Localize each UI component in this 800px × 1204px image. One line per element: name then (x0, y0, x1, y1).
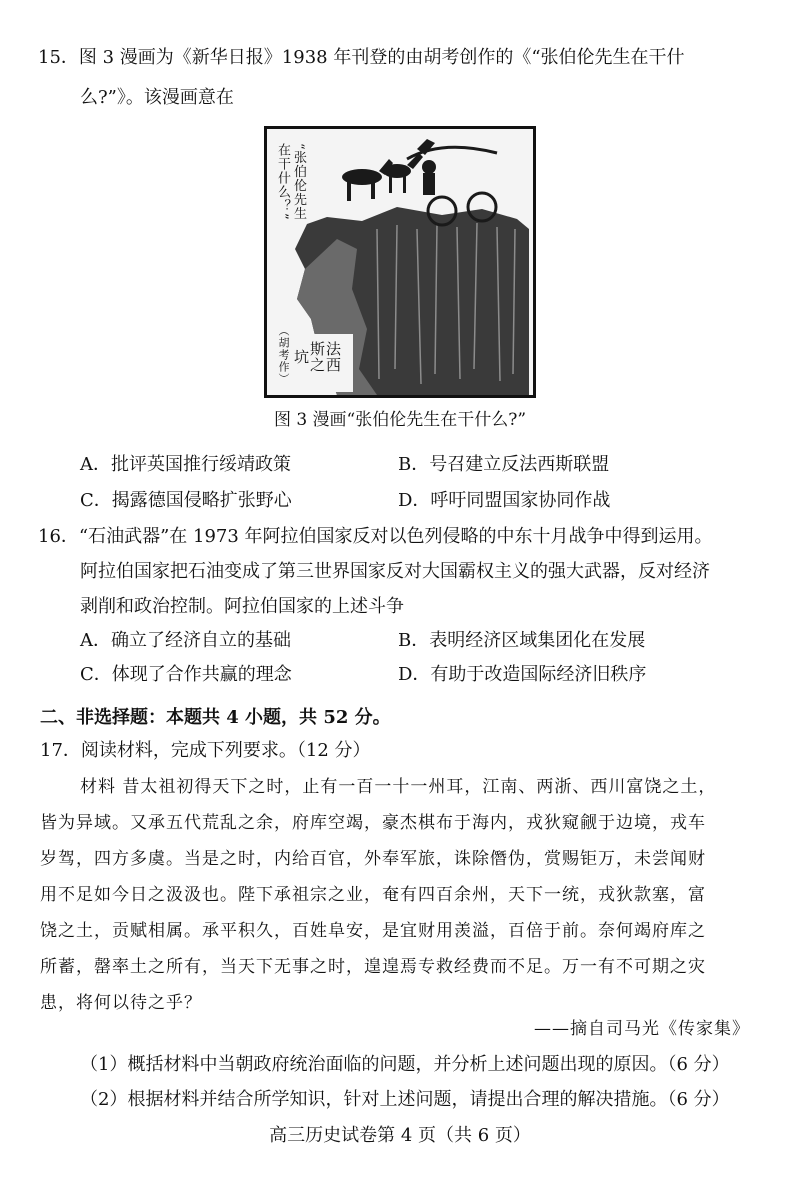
q16-stem-line1: 16．“石油武器”在 1973 年阿拉伯国家反对以色列侵略的中东十月战争中得到运用。 (38, 526, 713, 547)
q15-stem-line2: 么?”》。该漫画意在 (80, 87, 234, 108)
q17-material-line: 材料 昔太祖初得天下之时，止有一百一十一州耳，江南、两浙、西川富饶之土， (80, 777, 717, 797)
q15-option-d[interactable]: D．呼吁同盟国家协同作战 (398, 490, 611, 511)
q16-option-a[interactable]: A．确立了经济自立的基础 (80, 630, 291, 651)
q17-material-line: 患，将何以待之乎？ (40, 993, 202, 1013)
section2-heading: 二、非选择题：本题共 4 小题，共 52 分。 (40, 707, 391, 728)
cartoon-author: （胡考作） (277, 325, 290, 385)
q17-material-line: 用不足如今日之汲汲也。陛下承祖宗之业，奄有四百余州，天下一统，戎狄款塞，富 (40, 885, 706, 905)
q17-material-line: 岁驾，四方多虞。当是之时，内给百官，外奉军旅，诛除僭伪，赏赐钜万，未尝闻财 (40, 849, 706, 869)
q17-material-line: 所蓄，罄率土之所有，当天下无事之时，遑遑焉专救经费而不足。万一有不可期之灾 (40, 957, 706, 977)
pit-label-col2: 斯之 (308, 341, 326, 373)
q15-option-c[interactable]: C．揭露德国侵略扩张野心 (80, 490, 292, 511)
q16-stem-line3: 剥削和政治控制。阿拉伯国家的上述斗争 (80, 596, 404, 617)
q17-material-line: 皆为异域。又承五代荒乱之余，府库空竭，豪杰棋布于海内，戎狄窥觎于边境，戎车 (40, 813, 706, 833)
pit-label-col1: 法西 (324, 341, 342, 373)
q16-option-b[interactable]: B．表明经济区域集团化在发展 (398, 630, 646, 651)
cartoon-title-col1: “张伯伦先生 (291, 143, 306, 221)
q16-option-c[interactable]: C．体现了合作共赢的理念 (80, 664, 292, 685)
q17-stem: 17．阅读材料，完成下列要求。（12 分） (40, 740, 371, 761)
q15-stem-line1: 15．图 3 漫画为《新华日报》1938 年刊登的由胡考创作的《“张伯伦先生在干什 (38, 47, 685, 68)
q17-source: ——摘自司马光《传家集》 (534, 1019, 750, 1039)
q15-cartoon-figure (264, 126, 536, 398)
page-footer: 高三历史试卷第 4 页（共 6 页） (269, 1125, 531, 1146)
q15-figure-caption: 图 3 漫画“张伯伦先生在干什么?” (273, 410, 527, 430)
q16-option-d[interactable]: D．有助于改造国际经济旧秩序 (398, 664, 647, 685)
q17-subquestion-2: （2）根据材料并结合所学知识，针对上述问题，请提出合理的解决措施。（6 分） (80, 1089, 730, 1110)
cartoon-title-col2: 在干什么？” (275, 143, 290, 221)
q17-subquestion-1: （1）概括材料中当朝政府统治面临的问题，并分析上述问题出现的原因。（6 分） (80, 1054, 730, 1075)
q16-stem-line2: 阿拉伯国家把石油变成了第三世界国家反对大国霸权主义的强大武器，反对经济 (80, 561, 710, 582)
q17-material-line: 饶之土，贡赋相属。承平积久，百姓阜安，是宜财用羡溢，百倍于前。奈何竭府库之 (40, 921, 706, 941)
pit-label-col3: 坑 (292, 349, 310, 365)
q15-option-a[interactable]: A．批评英国推行绥靖政策 (80, 454, 291, 475)
q15-option-b[interactable]: B．号召建立反法西斯联盟 (398, 454, 610, 475)
